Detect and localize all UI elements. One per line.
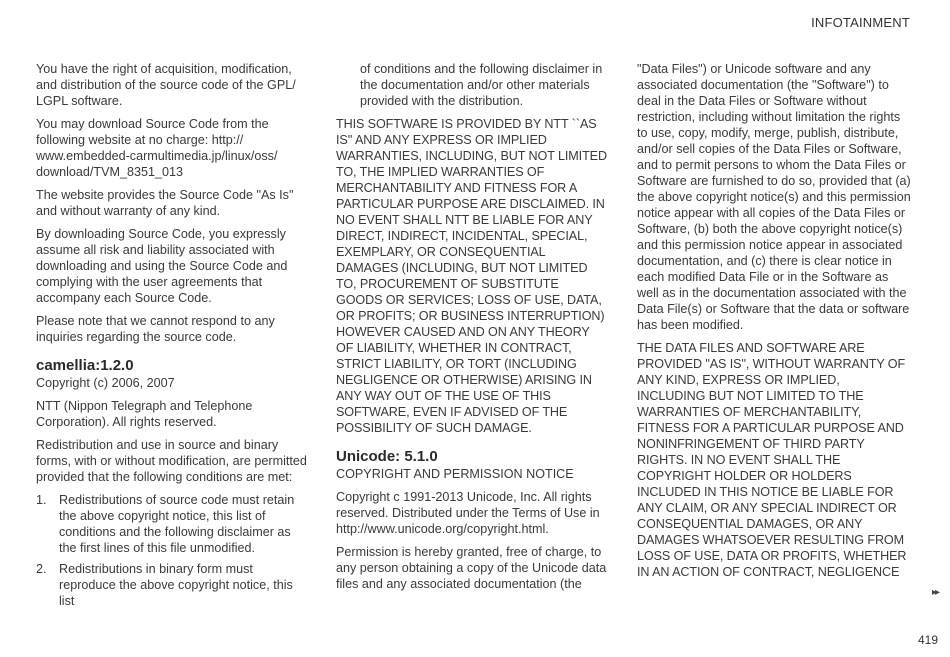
section-header: INFOTAINMENT	[811, 15, 910, 30]
as-is-paragraph: The website provides the Source Code "As Is" and without warranty of any kind.	[36, 188, 294, 218]
list-item	[36, 561, 308, 609]
camellia-redistribution: Redistribution and use in source and binary forms, with or without modification, are permitted provided that the following conditions are met:	[36, 438, 307, 484]
column-1	[36, 61, 308, 614]
gpl-rights-paragraph: You have the right of acquisition, modification, and distribution of the source code of the GPL/ LGPL software.	[36, 62, 296, 108]
list-item-continuation: of conditions and the following disclaimer in the documentation and/or other materials provided with the distribution.	[360, 62, 603, 108]
unicode-permission: Permission is hereby granted, free of charge, to any person obtaining a copy of the Unicode data files and any associated documentation (the	[336, 545, 607, 591]
list-item-text: Redistributions of source code must retain the above copyright notice, this list of conditions and the following disclaimer as the first lines of this file unmodified.	[59, 493, 295, 555]
list-item	[36, 492, 308, 556]
list-item-number: 2.	[36, 562, 47, 576]
column-3	[637, 61, 911, 587]
unicode-heading: Unicode: 5.1.0	[336, 448, 438, 465]
column-2	[336, 61, 608, 599]
no-inquiries-paragraph: Please note that we cannot respond to any inquiries regarding the source code.	[36, 314, 275, 344]
data-files-paragraph: "Data Files") or Unicode software and any associated documentation (the "Software") to deal in the Data Files or Software without restriction, including without limitation the rights to use, copy, modify, merge, publish, distribute, and/or sell copies of the Data Files or Software, and to permit persons to whom the Data Files or Software are furnished to do so, provided that (a) the above copyright notice(s) and this permission notice appear with all copies of the Data Files or Software, (b) both the above copyright notice(s) and this permission notice appear in associated documentation, and (c) there is clear notice in each modified Data File or in the Software as well as in the documentation associated with the Data File(s) or Software that the data or software has been modified.	[637, 62, 911, 332]
risk-paragraph: By downloading Source Code, you expressly assume all risk and liability associated with downloading and using the Source Code and complying with the user agreements that accompany each Source Code.	[36, 227, 288, 305]
unicode-copyright: Copyright c 1991-2013 Unicode, Inc. All rights reserved. Distributed under the Terms of Use in http://www.unicode.org/copyright.html.	[336, 490, 600, 536]
unicode-notice-title: COPYRIGHT AND PERMISSION NOTICE	[336, 467, 574, 481]
ntt-disclaimer: THIS SOFTWARE IS PROVIDED BY NTT ``AS IS'' AND ANY EXPRESS OR IMPLIED WARRANTIES, INCLUDING, BUT NOT LIMITED TO, THE IMPLIED WARRANTIES OF MERCHANTABILITY AND FITNESS FOR A PARTICULAR PURPOSE ARE DISCLAIMED. IN NO EVENT SHALL NTT BE LIABLE FOR ANY DIRECT, INDIRECT, INCIDENTAL, SPECIAL, EXEMPLARY, OR CONSEQUENTIAL DAMAGES (INCLUDING, BUT NOT LIMITED TO, PROCUREMENT OF SUBSTITUTE GOODS OR SERVICES; LOSS OF USE, DATA, OR PROFITS; OR BUSINESS INTERRUPTION) HOWEVER CAUSED AND ON ANY THEORY OF LIABILITY, WHETHER IN CONTRACT, STRICT LIABILITY, OR TORT (INCLUDING NEGLIGENCE OR OTHERWISE) ARISING IN ANY WAY OUT OF THE USE OF THIS SOFTWARE, EVEN IF ADVISED OF THE POSSIBILITY OF SUCH DAMAGE.	[336, 117, 607, 435]
download-source-paragraph: You may download Source Code from the following website at no charge: http:// www.embedded-carmultimedia.jp/linux/oss/ download/TVM_8351_013	[36, 117, 278, 179]
camellia-copyright: Copyright (c) 2006, 2007	[36, 376, 175, 390]
page-number: 419	[917, 633, 938, 647]
camellia-heading: camellia:1.2.0	[36, 357, 134, 374]
list-item-text: Redistributions in binary form must reproduce the above copyright notice, this list	[59, 562, 293, 608]
unicode-disclaimer: THE DATA FILES AND SOFTWARE ARE PROVIDED "AS IS", WITHOUT WARRANTY OF ANY KIND, EXPRESS OR IMPLIED, INCLUDING BUT NOT LIMITED TO THE WARRANTIES OF MERCHANTABILITY, FITNESS FOR A PARTICULAR PURPOSE AND NONINFRINGEMENT OF THIRD PARTY RIGHTS. IN NO EVENT SHALL THE COPYRIGHT HOLDER OR HOLDERS INCLUDED IN THIS NOTICE BE LIABLE FOR ANY CLAIM, OR ANY SPECIAL INDIRECT OR CONSEQUENTIAL DAMAGES, OR ANY DAMAGES WHATSOEVER RESULTING FROM LOSS OF USE, DATA OR PROFITS, WHETHER IN AN ACTION OF CONTRACT, NEGLIGENCE	[637, 341, 907, 579]
list-item-number: 1.	[36, 493, 47, 507]
conditions-list	[36, 492, 308, 609]
continue-arrow-icon: ▸▸	[931, 587, 938, 598]
camellia-owner: NTT (Nippon Telegraph and Telephone Corporation). All rights reserved.	[36, 399, 253, 429]
